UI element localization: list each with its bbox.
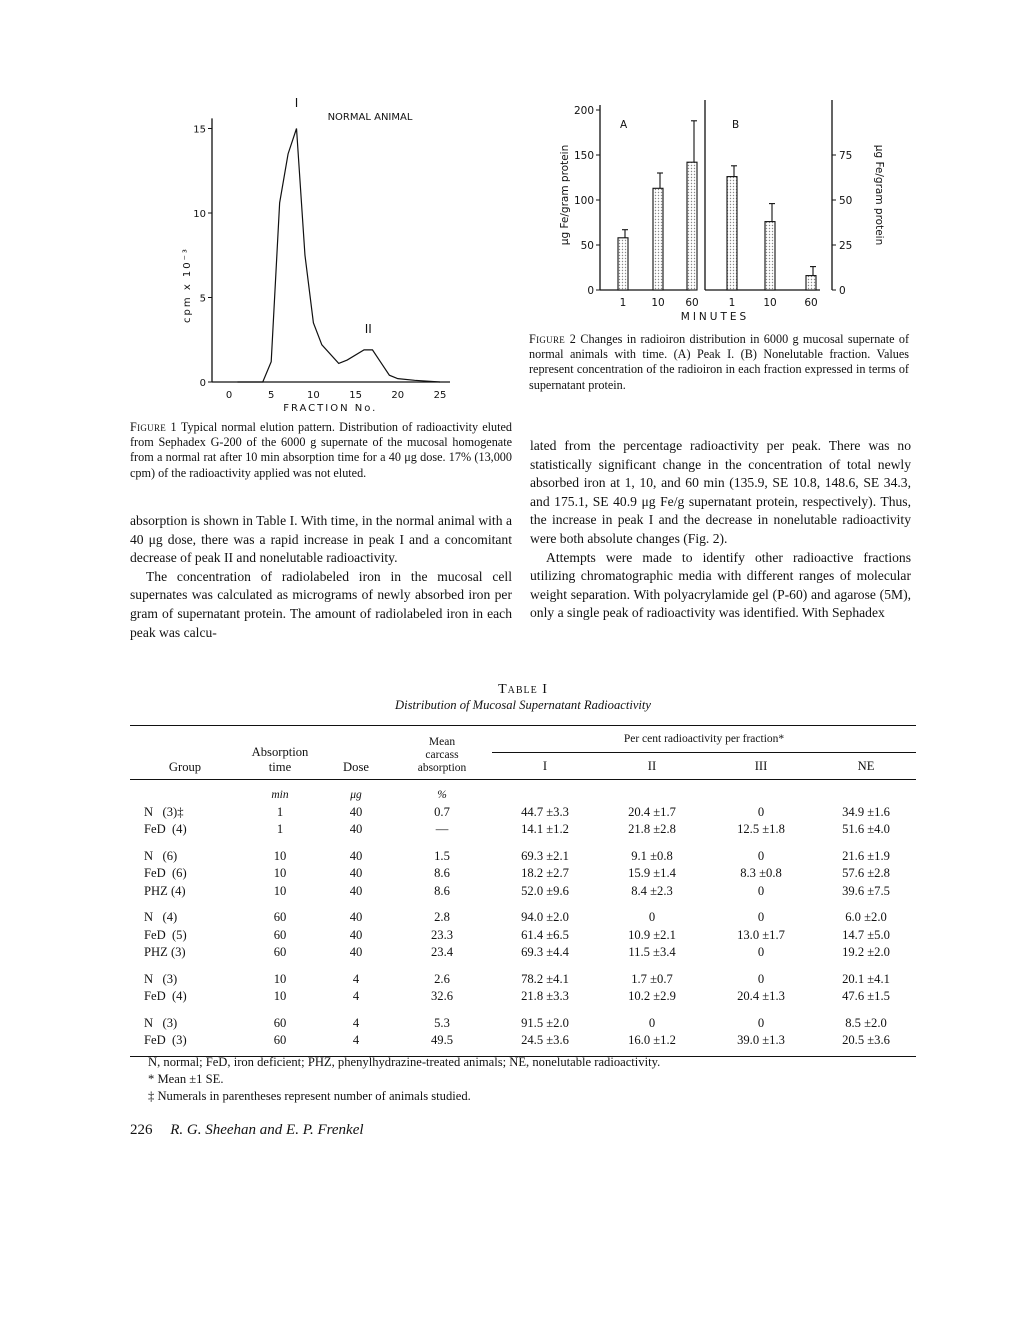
data-table <box>130 726 916 1050</box>
table-cell: 40 <box>349 848 363 863</box>
y-tick-label: 25 <box>839 240 853 252</box>
table-cell: 0 <box>757 883 765 898</box>
table-cell: 1.5 <box>434 848 450 863</box>
figure-2-caption <box>529 332 909 393</box>
table-cell: 14.1 ±1.2 <box>521 822 569 837</box>
paragraph: Attempts were made to identify other radioactive fractions utilizing chromatographic media with different ranges of molecular weight separation. With polyacrylamide gel (P-60) and agarose (5M), only a single peak of radioactivity was identified. With Sephadex <box>530 549 911 621</box>
paragraph: The concentration of radiolabeled iron in the mucosal cell supernates was calculated as micrograms of newly absorbed iron per gram of supernatant protein. The amount of radiolabeled iron in each peak was calcu- <box>130 568 512 640</box>
table-row <box>130 848 916 866</box>
header-time: Absorption time <box>251 745 309 774</box>
y-tick-label: 10 <box>193 209 206 220</box>
y-tick-label: 200 <box>573 105 594 117</box>
table-cell: FeD (5) <box>144 927 187 942</box>
table-cell: 51.6 ±4.0 <box>842 822 890 837</box>
table-cell: 39.0 ±1.3 <box>737 1033 785 1048</box>
page-footer <box>130 1122 364 1139</box>
table-cell: FeD (4) <box>144 822 187 837</box>
table-cell: 60 <box>273 1015 287 1030</box>
table-row <box>130 1032 916 1050</box>
table-cell: 8.4 ±2.3 <box>631 883 673 898</box>
table-cell: 40 <box>349 910 363 925</box>
table-cell: 4 <box>352 1015 360 1030</box>
table-cell: 20.4 ±1.3 <box>737 989 785 1004</box>
x-tick-label: 25 <box>433 390 447 401</box>
table-cell: 10 <box>273 848 287 863</box>
figure-label: Figure 1 <box>130 420 177 434</box>
panel-label: B <box>732 119 740 131</box>
table-cell: 14.7 ±5.0 <box>842 927 890 942</box>
table-cell: 0 <box>757 848 765 863</box>
table-cell: FeD (6) <box>144 866 187 881</box>
table-cell: — <box>435 822 449 837</box>
y-tick-label: 15 <box>193 124 206 136</box>
table-cell: 44.7 ±3.3 <box>521 804 569 819</box>
table-cell: 10 <box>273 883 287 898</box>
table-cell: 69.3 ±2.1 <box>521 848 569 863</box>
y-tick-label: 75 <box>839 150 853 162</box>
table-cell: 0 <box>648 910 656 925</box>
elution-line <box>237 129 440 383</box>
table-cell: 21.8 ±2.8 <box>628 822 676 837</box>
table-cell: N (3) <box>144 1015 178 1030</box>
y-tick-label: 5 <box>199 293 206 305</box>
figure-2-bar-chart <box>540 95 910 325</box>
table-cell: 1 <box>276 804 284 819</box>
table-cell: 15.9 ±1.4 <box>628 866 676 881</box>
caption-text: Changes in radioiron distribution in 6000 g mucosal supernate of normal animals with time. (A) Peak I. (B) Nonelutable fraction. Values represent concentration of the radioiron in each fraction expressed in terms of supernatant protein. <box>529 332 909 392</box>
table-cell: 8.3 ±0.8 <box>740 866 782 881</box>
x-tick-label: 15 <box>349 390 362 401</box>
table-cell: 21.6 ±1.9 <box>842 848 890 863</box>
table-cell: 61.4 ±6.5 <box>521 927 569 942</box>
x-axis-label: MINUTES <box>680 311 750 323</box>
table-cell: 2.6 <box>434 971 450 986</box>
table-cell: 4 <box>352 989 360 1004</box>
table-title: Table I <box>498 682 548 697</box>
caption-text: Typical normal elution pattern. Distribution of radioactivity eluted from Sephadex G-200 of the 6000 g supernate of the mucosal homogenate from a normal rat after 10 min absorption time for a 40 μg dose. 17% (13,000 cpm) of the radioactivity applied was not eluted. <box>130 420 512 480</box>
table-cell: 13.0 ±1.7 <box>737 927 785 942</box>
peak-label: II <box>364 322 372 336</box>
table-cell: FeD (3) <box>144 1033 187 1048</box>
unit-carcass: % <box>437 788 447 801</box>
panel-label: A <box>620 119 628 131</box>
table-row <box>130 944 916 962</box>
table-row <box>130 909 916 927</box>
table-cell: 60 <box>273 1033 287 1048</box>
y-tick-label: 100 <box>573 195 594 207</box>
header-ne: NE <box>857 758 875 773</box>
x-tick-label: 5 <box>268 390 275 401</box>
table-cell: 40 <box>349 927 363 942</box>
y-tick-label: 50 <box>839 195 853 207</box>
chart-title: NORMAL ANIMAL <box>327 112 413 123</box>
table-cell: 52.0 ±9.6 <box>521 883 569 898</box>
table-cell: 9.1 ±0.8 <box>631 848 673 863</box>
footnote: * Mean ±1 SE. <box>148 1072 224 1086</box>
header-fraction-2: II <box>647 758 657 773</box>
table-cell: 60 <box>273 945 287 960</box>
x-tick-label: 10 <box>651 297 665 309</box>
table-row <box>130 821 916 839</box>
table-cell: 69.3 ±4.4 <box>521 945 569 960</box>
table-cell: 19.2 ±2.0 <box>842 945 890 960</box>
table-cell: 1.7 ±0.7 <box>631 971 673 986</box>
table-cell: 40 <box>349 883 363 898</box>
table-cell: 24.5 ±3.6 <box>521 1033 569 1048</box>
y-axis-label: cpm x 10⁻³ <box>182 247 193 323</box>
table-row <box>130 971 916 989</box>
header-dose: Dose <box>343 760 369 774</box>
header-fraction-span: Per cent radioactivity per fraction* <box>492 726 916 753</box>
figure-label: Figure 2 <box>529 332 577 346</box>
table-cell: 60 <box>273 910 287 925</box>
table-cell: 49.5 <box>430 1033 454 1048</box>
table-cell: PHZ (3) <box>144 945 186 960</box>
header-group: Group <box>168 760 202 774</box>
y-tick-label: 150 <box>573 150 594 162</box>
paragraph: absorption is shown in Table I. With time, in the normal animal with a 40 μg dose, there was a rapid increase in peak I and a concomitant decrease of peak II and nonelutable radioactivity. <box>130 513 512 566</box>
table-cell: 20.4 ±1.7 <box>628 804 676 819</box>
table-cell: 0 <box>648 1015 656 1030</box>
table-cell: 10.2 ±2.9 <box>628 989 676 1004</box>
table-cell: 60 <box>273 927 287 942</box>
table-cell: 20.5 ±3.6 <box>842 1033 890 1048</box>
footnote: N, normal; FeD, iron deficient; PHZ, phenylhydrazine-treated animals; NE, nonelutable radioactivity. <box>148 1055 661 1069</box>
running-authors: R. G. Sheehan and E. P. Frenkel <box>170 1122 364 1138</box>
table-cell: N (6) <box>144 848 178 863</box>
table-cell: N (3)‡ <box>144 804 184 819</box>
x-tick-label: 10 <box>763 297 777 309</box>
table-cell: 0 <box>757 971 765 986</box>
table-cell: 34.9 ±1.6 <box>842 804 890 819</box>
table-cell: 23.4 <box>430 945 454 960</box>
table-cell: 21.8 ±3.3 <box>521 989 569 1004</box>
y-tick-label: 0 <box>587 285 594 297</box>
figure-1-elution-chart <box>140 85 470 420</box>
table-cell: 32.6 <box>430 989 454 1004</box>
x-tick-label: 1 <box>619 297 627 309</box>
table-cell: 0.7 <box>434 804 450 819</box>
table-cell: 5.3 <box>434 1015 450 1030</box>
table-cell: 4 <box>352 1033 360 1048</box>
bar <box>765 222 775 290</box>
table-cell: 40 <box>349 866 363 881</box>
table-cell: 18.2 ±2.7 <box>521 866 569 881</box>
table-cell: N (4) <box>144 910 178 925</box>
table-row <box>130 865 916 883</box>
table-cell: 2.8 <box>434 910 450 925</box>
table-cell: 57.6 ±2.8 <box>842 866 890 881</box>
y-tick-label: 0 <box>199 378 206 389</box>
table-cell: 39.6 ±7.5 <box>842 883 890 898</box>
table-cell: N (3) <box>144 971 178 986</box>
table-cell: 8.6 <box>434 883 450 898</box>
table-cell: 10 <box>273 971 287 986</box>
table-cell: FeD (4) <box>144 989 187 1004</box>
peak-label: I <box>294 96 299 110</box>
table-footnotes <box>148 1054 908 1105</box>
x-tick-label: 0 <box>225 390 233 401</box>
x-tick-label: 1 <box>728 297 736 309</box>
left-column-text <box>130 512 512 642</box>
unit-time: min <box>271 788 289 801</box>
table-cell: 10.9 ±2.1 <box>628 927 676 942</box>
table-cell: 8.5 ±2.0 <box>845 1015 887 1030</box>
table-cell: 4 <box>352 971 360 986</box>
y-tick-label: 0 <box>839 285 846 297</box>
table-cell: 0 <box>757 1015 765 1030</box>
table-subtitle: Distribution of Mucosal Supernatant Radioactivity <box>394 698 652 712</box>
page-number: 226 <box>130 1122 153 1138</box>
table-cell: 78.2 ±4.1 <box>521 971 569 986</box>
table-cell: 20.1 ±4.1 <box>842 971 890 986</box>
table-cell: 40 <box>349 945 363 960</box>
table-cell: 10 <box>273 989 287 1004</box>
bar <box>727 177 737 290</box>
table-cell: 10 <box>273 866 287 881</box>
table-row <box>130 988 916 1006</box>
unit-dose: μg <box>350 788 362 801</box>
table-cell: 94.0 ±2.0 <box>521 910 569 925</box>
bar <box>687 162 697 290</box>
footnote: ‡ Numerals in parentheses represent number of animals studied. <box>148 1089 471 1103</box>
x-tick-label: 10 <box>307 390 320 401</box>
bar <box>653 188 663 290</box>
table-row <box>130 927 916 945</box>
table-cell: 11.5 ±3.4 <box>628 945 676 960</box>
table-cell: PHZ (4) <box>144 883 186 898</box>
figure-1-caption <box>130 420 512 481</box>
header-carcass: Mean carcass absorption <box>417 736 467 774</box>
table-cell: 0 <box>757 804 765 819</box>
table-cell: 40 <box>349 822 363 837</box>
x-tick-label: 60 <box>804 297 818 309</box>
x-tick-label: 60 <box>685 297 699 309</box>
table-cell: 0 <box>757 910 765 925</box>
right-column-text <box>530 437 911 623</box>
bar <box>806 276 816 290</box>
table-row <box>130 883 916 901</box>
bar <box>618 238 628 290</box>
table-cell: 6.0 ±2.0 <box>845 910 887 925</box>
table-cell: 40 <box>349 804 363 819</box>
table-cell: 12.5 ±1.8 <box>737 822 785 837</box>
table-cell: 16.0 ±1.2 <box>628 1033 676 1048</box>
table-cell: 0 <box>757 945 765 960</box>
table-cell: 8.6 <box>434 866 450 881</box>
table-cell: 47.6 ±1.5 <box>842 989 890 1004</box>
header-fraction-1: I <box>542 758 548 773</box>
table-cell: 1 <box>276 822 284 837</box>
x-axis-label: FRACTION No. <box>283 403 378 414</box>
left-y-axis-label: μg Fe/gram protein <box>559 144 571 246</box>
table-row <box>130 804 916 822</box>
table-cell: 91.5 ±2.0 <box>521 1015 569 1030</box>
x-tick-label: 20 <box>391 390 405 401</box>
table-cell: 23.3 <box>430 927 454 942</box>
paragraph: lated from the percentage radioactivity per peak. There was no statistically significant change in the concentration of total newly absorbed iron at 1, 10, and 60 min (135.9, SE 10.8, 148.6, SE 34.3, and 175.1, SE 40.9 μg Fe/g supernatant protein, respectively). Thus, the increase in peak I and the decrease in nonelutable radioactivity were both absolute changes (Fig. 2). <box>530 438 911 546</box>
header-fraction-3: III <box>754 758 768 773</box>
table-row <box>130 1015 916 1033</box>
y-tick-label: 50 <box>580 240 594 252</box>
right-y-axis-label: μg Fe/gram protein <box>873 144 885 246</box>
table-1 <box>130 682 916 1057</box>
